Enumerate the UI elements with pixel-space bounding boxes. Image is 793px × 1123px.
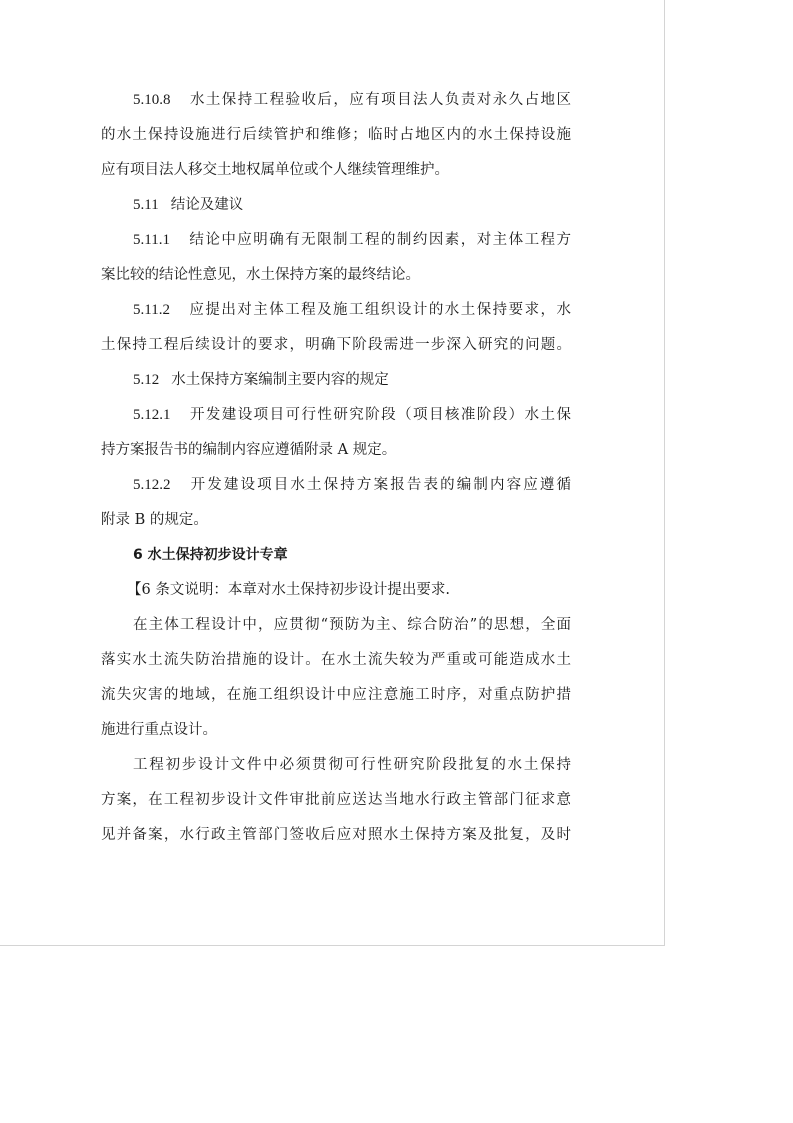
clause-5-11-2-line-1 — [133, 300, 571, 320]
clause-5-12-2-line-1 — [133, 475, 571, 495]
clause-text: 应提出对主体工程及施工组织设计的水土保持要求，水 — [187, 302, 571, 318]
paragraph-1-line-4: 施进行重点设计。 — [101, 722, 217, 738]
paragraph-1-line-1: 在主体工程设计中，应贯彻“预防为主、综合防治”的思想，全面 — [133, 617, 571, 633]
clause-text: 开发建设项目水土保持方案报告表的编制内容应遵循 — [188, 477, 571, 493]
section-title: 水土保持方案编制主要内容的规定 — [171, 372, 389, 388]
section-number: 5.12 — [133, 372, 160, 388]
paragraph-2-line-3: 见并备案，水行政主管部门签收后应对照水土保持方案及批复，及时 — [101, 827, 571, 843]
paragraph-2-line-1: 工程初步设计文件中必须贯彻可行性研究阶段批复的水土保持 — [133, 757, 571, 773]
clause-5-10-8-line-3: 应有项目法人移交土地权属单位或个人继续管理维护。 — [101, 162, 449, 178]
section-5-11-heading — [133, 195, 571, 215]
chapter-6-heading: 6 水土保持初步设计专章 — [133, 547, 288, 563]
clause-number: 5.11.1 — [133, 232, 170, 248]
clause-5-11-2-line-2: 土保持工程后续设计的要求，明确下阶段需进一步深入研究的问题。 — [101, 337, 571, 353]
chapter-6-note: 【6 条文说明：本章对水土保持初步设计提出要求. — [127, 582, 450, 598]
clause-5-12-2-line-2: 附录 B 的规定。 — [101, 512, 208, 528]
paragraph-1-line-3: 流失灾害的地域，在施工组织设计中应注意施工时序，对重点防护措 — [101, 687, 571, 703]
clause-5-11-1-line-1 — [133, 230, 571, 250]
section-number: 5.11 — [133, 197, 159, 213]
section-5-12-heading — [133, 370, 571, 390]
clause-5-11-1-line-2: 案比较的结论性意见，水土保持方案的最终结论。 — [101, 267, 420, 283]
paragraph-2-line-2: 方案，在工程初步设计文件审批前应送达当地水行政主管部门征求意 — [101, 792, 571, 808]
paragraph-1-line-2: 落实水土流失防治措施的设计。在水土流失较为严重或可能造成水土 — [101, 652, 571, 668]
clause-5-10-8-line-2: 的水土保持设施进行后续管护和维修；临时占地区内的水土保持设施 — [101, 127, 571, 143]
clause-5-12-1-line-1 — [133, 405, 571, 425]
clause-text: 水土保持工程验收后，应有项目法人负责对永久占地区 — [188, 92, 571, 108]
clause-text: 结论中应明确有无限制工程的制约因素，对主体工程方 — [187, 232, 571, 248]
clause-number: 5.12.1 — [133, 407, 171, 423]
clause-5-10-8-line-1 — [133, 90, 571, 110]
clause-text: 开发建设项目可行性研究阶段（项目核准阶段）水土保 — [188, 407, 571, 423]
clause-number: 5.10.8 — [133, 92, 171, 108]
section-title: 结论及建议 — [170, 197, 244, 213]
clause-number: 5.12.2 — [133, 477, 171, 493]
clause-number: 5.11.2 — [133, 302, 170, 318]
clause-5-12-1-line-2: 持方案报告书的编制内容应遵循附录 A 规定。 — [101, 442, 397, 458]
